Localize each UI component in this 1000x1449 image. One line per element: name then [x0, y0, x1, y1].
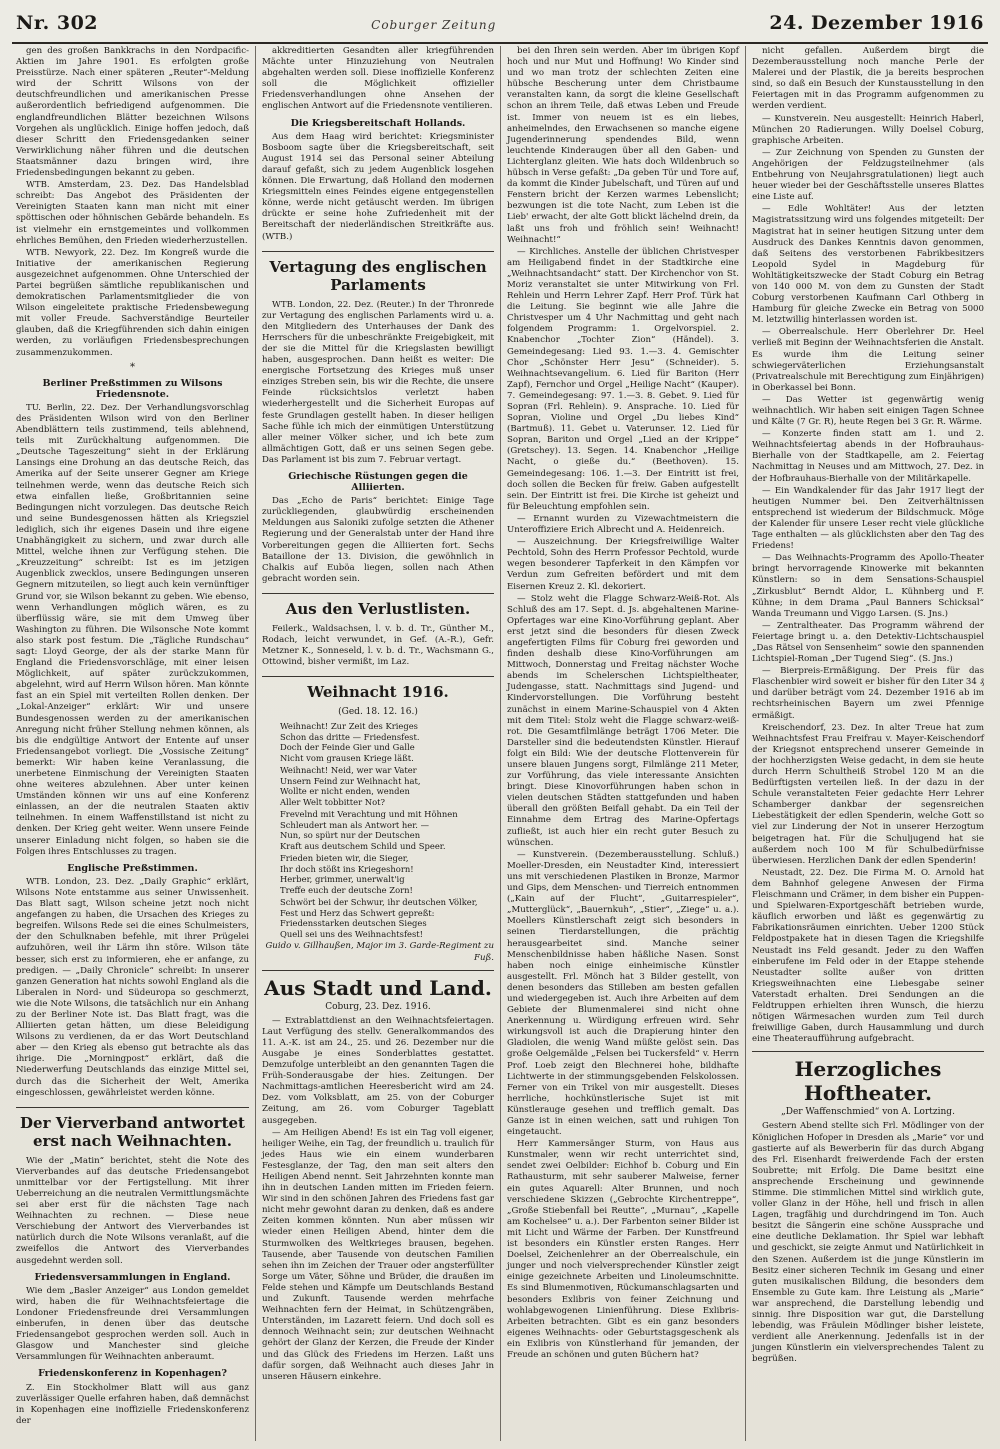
- article-heading: Berliner Preßstimmen zu Wilsons Friedensnote.: [42, 377, 223, 400]
- poem-date: (Ged. 18. 12. 16.): [338, 707, 418, 718]
- column-4: [745, 46, 990, 1441]
- columns: [10, 46, 990, 1441]
- article-text: — Kirchliches. Anstelle der üblichen Christvesper am Heiligabend findet in der Stadtkirche eine „Weihnachtsandacht“ statt. Der Kirchenchor von St. Moriz veranstaltet sie unter Mitwirkung von Frl. Rehlein und Herrn Lehrer Zapf. Herr Prof. Türk hat die Leitung. Sie beginnt wie alle Jahre die Christvesper um 4 Uhr Nachmittag und geht nach folgendem Programm: 1. Orgelvorspiel. 2. Knabenchor „Tochter Zion“ (Händel). 3. Gemeindegesang: Lied 93. 1.—3. 4. Gemischter Chor „Schönster Herr Jesu“ (Schneider). 5. Weihnachtsevangelium. 6. Lied für Bariton (Herr Zapf), Fernchor und Orgel „Heilige Nacht“ (Kauper). 7. Gemeindegesang: 97. 1.—3. 8. Gebet. 9. Lied für Sopran (Frl. Rehlein). 9. Ansprache. 10. Lied für Sopran, Violine und Orgel „Du liebes Kind“ (Bartmuß). 11. Gebet u. Vaterunser. 12. Lied für Sopran, Bariton und Orgel „Lied an der Krippe“ (Gretschey). 13. Segen. 14. Knabenchor „Heilige Nacht, o gieße du.“ (Beethoven). 15. Gemeindegesang: 106. 1.—3. Der Eintritt ist frei, doch sollen die Becken für freiw. Gaben aufgestellt sein. Der Eintritt ist frei. Die Kirche ist geheizt und für Beleuchtung empfohlen sein.: [507, 246, 739, 512]
- article-text: gen des großen Bankkrachs in den Nordpacific-Aktien im Jahre 1901. Es erfolgten große Preisstürze. Nach einer späteren „Reuter“-Meldung wird der Schritt Wilsons von der deutschfreundlichen und amerikanischen Presse außerordentlich befriedigend aufgenommen. Die englandfreundlichen Blätter bezeichnen Wilsons Vorgehen als unglücklich. Einige hoffen jedoch, daß dieser Schritt den Friedensgedanken seiner Verwirklichung näher führen und die deutschen Staatsmänner dazu bringen wird, ihre Friedensbedingungen bekannt zu geben.: [16, 46, 249, 179]
- article-heading: Die Kriegsbereitschaft Hollands.: [290, 117, 466, 129]
- article-text: nicht gefallen. Außerdem birgt die Dezemberausstellung noch manche Perle der Malerei und der Plastik, die ja bereits besprochen sind, so daß ein Besuch der Kunstausstellung in den Feiertagen mit in das Programm aufgenommen zu werden verdient.: [752, 46, 984, 112]
- column-3: [500, 46, 745, 1441]
- masthead-rule: [12, 42, 988, 44]
- article-text: — Kunstverein. (Dezemberausstellung. Schluß.) Moeller-Dresden, ein Neustadter Kind, interessiert uns mit verschiedenen Plastiken in Bronze, Marmor und Gips, dem Menschen- und Tierreich entnommen („Kain auf der Flucht“, „Guitarrespieler“, „Mutterglück“, „Bauernkuh“, „Stier“, „Ziege“ u. a.). Moellers Künstlerschaft zeigt sich besonders in seinen Tierdarstellungen, die prächtig herausgearbeitet sind. Manche seiner Menschenbildnisse haben häßliche Nasen. Sonst haben noch einige einheimische Künstler ausgestellt. Frl. Mönch hat 3 Bilder gestellt, von denen besonders das Stilleben am besten gefallen und wiedergegeben ist. Auch ihre Arbeiten auf dem Gebiete der Blumenmalerei sind nicht ohne Anerkennung u. Würdigung erfreuen wird. Sehr wirkungsvoll ist auch die Drapierung hinter den Gladiolen, die wenig Wand müßte gelöst sein. Das große Oelgemälde „Felsen bei Tuckersfeld“ v. Herrn Prof. Loeb zeigt den Blechnerei hohe, bildhafte Lichtwerte in der stimmungsgebenden Felskolossen. Ferner von ein Trikel von mir ausgestellt. Dieses herrliche, hochkünstlerische Sujet ist mit Künstlerauge gesehen und trefflich gemalt. Das Ganze ist in einen weichen, satt und ruhigen Ton eingetaucht.: [507, 849, 739, 1138]
- article-text: Wie dem „Basler Anzeiger“ aus London gemeldet wird, haben die für Weihnachtsfeiertage die Londoner Friedensfreunde drei Versammlungen einberufen, in denen über das deutsche Friedensangebot gesprochen werden soll. Auch in Glasgow und Manchester sind gleiche Versammlungen für Weihnachten anberaumt.: [16, 1285, 249, 1363]
- article-heading: Friedenskonferenz in Kopenhagen?: [38, 1368, 227, 1380]
- article-text: WTB. Amsterdam, 23. Dez. Das Handelsblad schreibt: Das Angebot des Präsidenten der Vereinigten Staaten kann man nicht mit einer spöttischen oder höhnischen Gebärde behandeln. Es ist vielmehr ein ernstgemeintes und vollkommen ehrliches Bemühen, den Frieden wiederherzustellen.: [16, 180, 249, 246]
- article-text: — Kunstverein. Neu ausgestellt: Heinrich Haberl, München 20 Radierungen. Willy Doelsel Coburg, graphische Arbeiten.: [752, 113, 984, 146]
- article-text: — Auszeichnung. Der Kriegsfreiwillige Walter Pechtold, Sohn des Herrn Professor Pechtold, wurde wegen besonderer Tapferkeit in den Kämpfen vor Verdun zum Gefreiten befördert und mit dem Eisernen Kreuz 2. Kl. dekoriert.: [507, 537, 739, 592]
- poem-stanza: Weihnacht! Neid, wer war Vater Unsern Feind zur Weihnacht hat, Wollte er nicht enden, wenden Aller Welt tobbitter Not?: [280, 765, 421, 807]
- article-text: Herr Kammersänger Sturm, von Haus aus Kunstmaler, wenn wir recht unterrichtet sind, sendet zwei Oelbilder: Eichhof b. Coburg und Ein Rathausturm, mit sehr sauberer Malweise, ferner ein gutes Aquarell: Alter Brunnen, und noch verschiedene Skizzen („Gebrochte Kirchentreppe“, „Große Stiebenfall bei Reutte“, „Murnau“, „Kapelle am Kochelsee“ u. a.). Der Farbenton seiner Bilder ist mit Licht und Wärme der Farben. Der Kunstfreund ist besonders ein Künstler ersten Ranges. Herr Doelsel, Zeichenlehrer an der Oberrealschule, ein junger und noch vielversprechender Künstler zeigt einige gezeichnete Arbeiten und Linoleumschnitte. Es sind Blumenmotiven, Rückumanschlagsarten und besonders Exlibris von feiner Zeichnung und wohlabgewogenen Linienführung. Diese Exlibris-Arbeiten betrachten. Gibt es ein ganz besonders eigenes Weihnachts- oder Geburtstagsgeschenk als ein Exlibris von Künstlerhand für jemanden, der Freude an schönen und guten Büchern hat?: [507, 1139, 739, 1360]
- article-text: — Das Weihnachts-Programm des Apollo-Theater bringt hervorragende Kinowerke mit bekannten Künstlern: so in dem Sensations-Schauspiel „Zirkusblut“ Berndt Aldor, L. Kühnberg und F. Kühne; in dem Drama „Paul Banners Schicksal“ Wanda Treumann und Viggo Larsen. (S. Jns.): [752, 553, 984, 619]
- poem-stanza: Frevelnd mit Verachtung und mit Höhnen Schleudert man als Antwort her. — Nun, so spürt nur der Deutschen Kraft aus deutschem Schild und Speer.: [280, 809, 458, 851]
- article-text: — Extrablattdienst an den Weihnachtsfeiertagen. Laut Verfügung des stellv. Generalkommandos des 11. A.-K. ist am 24., 25. und 26. Dezember nur die Ausgabe je eines Sonderblattes gestattet. Demzufolge unterbleibt an den genannten Tagen die Früh-Sonderausgabe der hies. Zeitungen. Der Nachmittags-amtlichen Heeresbericht wird am 24. Dez. vom Volksblatt, am 25. von der Coburger Zeitung, am 26. vom Coburger Tageblatt ausgegeben.: [262, 1015, 494, 1126]
- article-text: Gestern Abend stellte sich Frl. Mödlinger von der Königlichen Hofoper in Dresden als „Marie“ vor und gastierte auf als Bewerberin für das durch Abgang des Frl. Eisenhardt freiwerdende Fach der ersten Soubrette; mit Erfolg. Die Dame besitzt eine ansprechende Erscheinung und gewinnende Stimme. Die stimmlichen Mittel sind wirklich gute, voller Glanz in der Höhe, hell und frisch in allen Lagen, tragfähig und durchdringend im Ton. Auch besitzt die Sängerin eine schöne Aussprache und eine deutliche Deklamation. Ihr Spiel war lebhaft und geschickt, sie zeigte Anmut und Natürlichkeit in den Szenen. Außerdem ist die junge Künstlerin im Besitz einer sicheren Technik im Gesang und einer guten musikalischen Bildung, die besonders dem Ensemble zu Gute kam. Ihre Leistung als „Marie“ war ansprechend, die Darstellung lebendig und sinnig. Ihre Disposition war gut, die Darstellung lebendig, was Fräulein Mödlinger bisher leistete, verdient alle Anerkennung. Jedenfalls ist in der jungen Künstlerin ein vielversprechendes Talent zu begrüßen.: [752, 1121, 984, 1365]
- article-text: — Edle Wohltäter! Aus der letzten Magistratssitzung wird uns folgendes mitgeteilt: Der Magistrat hat in seiner heutigen Sitzung unter dem Ausdruck des Dankes Kenntnis davon genommen, daß Seitens des verstorbenen Fabrikbesitzers Leopold Sydel in Magdeburg für Wohltätigkeitszwecke der Stadt Coburg ein Betrag von 140 000 M. von dem zu Gunsten der Stadt Coburg verstorbenen Kaufmann Carl Othberg in Hamburg für gleiche Zwecke ein Betrag von 5000 M. letztwillig hinterlassen worden ist.: [752, 204, 984, 326]
- issue-number: Nr. 302: [16, 12, 99, 34]
- poem-title: Weihnacht 1916.: [262, 676, 494, 701]
- article-headline: Vertagung des englischen Parlaments: [262, 251, 494, 294]
- article-headline: Aus den Verlustlisten.: [262, 593, 494, 618]
- article-text: Wie der „Matin“ berichtet, steht die Note des Vierverbandes auf das deutsche Friedensangebot unmittelbar vor der Fertigstellung. Mit ihrer Ueberreichung an die neutralen Vermittlungsmächte sei aber erst für die nächsten Tage nach Weihnachten zu rechnen. — Diese neue Verschiebung der Antwort des Vierverbandes ist natürlich durch die Note Wilsons veranlaßt, auf die zweifellos die Antwort des Vierverbandes ausgedehnt werden soll.: [16, 1155, 249, 1266]
- article-heading: Griechische Rüstungen gegen die Alliierten.: [288, 471, 468, 494]
- article-text: akkreditierten Gesandten aller kriegführenden Mächte unter Hinzuziehung von Neutralen abgehalten werden soll. Diese inoffizielle Konferenz soll die Möglichkeit offizieller Friedensverhandlungen ohne Ansehen der englischen Antwort auf die Friedensnote ventilieren.: [262, 46, 494, 112]
- article-text: — Bierpreis-Ermäßigung. Der Preis für das Flaschenbier wird soweit er bisher für den Liter 34 ₰ und darüber beträgt vom 24. Dezember 1916 ab im rechtsrheinischen Bayern um zwei Pfennige ermäßigt.: [752, 666, 984, 721]
- poem-stanza: Weihnacht! Zur Zeit des Krieges Schon das dritte — Friedensfest. Doch der Feinde Gier und Galle Nicht vom grausen Kriege läßt.: [280, 721, 420, 763]
- poem-stanza: Frieden bieten wir, die Sieger, Ihr doch stößt ins Kriegeshorn! Herber, grimmer, unerwalt'ig Treffe euch der deutsche Zorn!: [280, 853, 414, 895]
- article-text: TU. Berlin, 22. Dez. Der Verhandlungsvorschlag des Präsidenten Wilson wird von den Berliner Abendblättern teils zustimmend, teils ablehnend, teils mit Zurückhaltung aufgenommen. Die „Deutsche Tageszeitung“ sieht in der Erklärung Lansings eine Drohung an das deutsche Reich, das Amerika auf der Seite unserer Gegner am Kriege teilnehmen werde, wenn das deutsche Reich sich etwa einfallen ließe, Großbritannien seine Bedingungen nicht vorzulegen. Das deutsche Reich und seine Bundesgenossen hätten als Kriegsziel lediglich, sich ihr eigenes Dasein und ihre eigene Unabhängigkeit zu sichern, und zwar durch alle Mittel, welche ihnen zur Verfügung stehen. Die „Kreuzzeitung“ schreibt: Ist es im jetzigen Augenblick zwecklos, unsere Bedingungen unseren Gegnern mitzuteilen, so liegt auch kein vernünftiger Grund vor, sie Wilson bekannt zu geben. Wie ebenso, wenn Verhandlungen möglich wären, es zu überflüssig wäre, sie mit dem Umweg über Washington zu führen. Die Wilsonsche Note kommt also stark post festum. Die „Tägliche Rundschau“ sagt: Lloyd George, der als der starke Mann für England die Friedensvorschläge, mit einer leisen Möglichkeit, auf später zurückzukommen, abgelehnt, wird auf Herrn Wilson hören. Man könnte fast an ein Spiel mit verteilten Rollen denken. Der „Lokal-Anzeiger“ erklärt: Wir und unsere Bundesgenossen werden zu der amerikanischen Anregung nicht früher Stellung nehmen können, als bis die endgültige Antwort der Entente auf unser Friedensangebot vorliegt. Die „Vossische Zeitung“ bemerkt: Wir haben keine Veranlassung, die unerbetene Einmischung der Vereinigten Staaten ohne weiteres abzulehnen. Aber unter keinen Umständen können wir uns auf eine Konferenz einlassen, an der die neutralen Staaten aktiv teilnehmen. In einem Waffenstillstand ist nicht zu denken. Der Krieg geht weiter. Wenn unsere Feinde unserer Einladung nicht folgen, so haben sie die Folgen ihres Entschlusses zu tragen.: [16, 402, 249, 857]
- article-text: Das „Echo de Paris“ berichtet: Einige Tage zurückliegenden, glaubwürdig erscheinenden Meldungen aus Saloniki zufolge setzten die Athener Regierung und der Generalstab unter der Hand ihre Vorbereitungen gegen die Alliierten fort. Sechs Bataillone der 13. Division, die gewöhnlich in Chalkis auf Euböa liegen, sollen nach Athen gebracht worden sein.: [262, 496, 494, 584]
- article-text: — Ein Wandkalender für das Jahr 1917 liegt der heutigen Nummer bei. Den Zeitverhältnissen entsprechend ist wiederum der Bildschmuck. Möge der Kalender für unsere Leser recht viele glückliche Tage enthalten — als glücklichsten aber den Tag des Friedens!: [752, 485, 984, 552]
- poem-author: Guido v. Gillhaußen, Major im 3. Garde-Regiment zu Fuß.: [265, 941, 494, 963]
- article-heading: Friedensversammlungen in England.: [34, 1271, 231, 1283]
- article-text: — Zur Zeichnung von Spenden zu Gunsten der Angehörigen der Feldzugsteilnehmer (als Entbehrung von Neujahrsgratulationen) liegt auch heuer wieder bei der Geschäftsstelle unseres Blattes eine Liste auf.: [752, 147, 984, 203]
- article-text: Z. Ein Stockholmer Blatt will aus ganz zuverlässiger Quelle erfahren haben, daß demnächst in Kopenhagen eine inoffizielle Friedenskonferenz der: [16, 1382, 249, 1426]
- article-headline: Der Vierverband antwortet erst nach Weihnachten.: [16, 1107, 249, 1150]
- article-text: — Am Heiligen Abend! Es ist ein Tag voll eigener, heiliger Weihe, ein Tag, der freundlich u. traulich für jedes Haus wie ein einem wunderbaren Festesglanze, der Tag, den man seit alters den Heiligen Abend nennt. Seit Jahrzehnten konnte man ihn in deutschen Landen mitten im Frieden feiern. Wir sind in den schönen Jahren des Friedens fast gar nicht mehr gewohnt daran zu denken, daß es andere Zeiten kommen könnten. Nun aber müssen wir wieder einen Heiligen Abend, hinter dem die Sturmwolken des Weltkrieges brausen, begehen. Tausende, aber Tausende von deutschen Familien sehen ihn im Zeichen der Trauer oder angsterfüllter Sorge um Väter, Söhne und Brüder, die draußen im Felde stehen und Kämpfe um Deutschlands Bestand und Zukunft. Tausende werden mehrfache Weihnachten fern der Heimat, in Schützengräben, Unterständen, im Lazarett feiern. Und doch soll es dennoch Weihnacht sein; zur deutschen Weihnacht gehört der Glanz der Kerzen, die Freude der Kinder und das Glück des Friedens im Herzen. Laßt uns dafür sorgen, daß Weihnacht auch dieses Jahr in unseren Häusern einkehre.: [262, 1127, 494, 1382]
- section-headline: Aus Stadt und Land.: [262, 970, 494, 1000]
- review-subtitle: „Der Waffenschmied“ von A. Lortzing.: [781, 1107, 955, 1118]
- article-text: WTB. Newyork, 22. Dez. Im Kongreß wurde die Initiative der amerikanischen Regierung ausgezeichnet aufgenommen. Ohne Unterschied der Partei begrüßen sämtliche republikanischen und demokratischen Parlamentsmitglieder die von Wilson eingeleitete praktische Friedensbewegung mit voller Freude. Sachverständige Beurteiler glauben, daß die Kriegführenden sich dahin einigen werden, zu vorläufigen Friedensbesprechungen zusammenzukommen.: [16, 247, 249, 358]
- article-text: WTB. London, 23. Dez. „Daily Graphic“ erklärt, Wilsons Note entstamme aus seiner Unwissenheit. Das Blatt sagt, Wilson scheine jetzt noch nicht angefangen zu haben, die Ursachen des Krieges zu begreifen. Wilsons Rede sei die eines Schulmeisters, der den Schulknaben befehle, mit ihrer Prügelei aufzuhören, weil ihr Lärm ihn störe. Wilson täte besser, sich erst zu informieren, ehe er anfange, zu predigen. — „Daily Chronicle“ schreibt: In unserer ganzen Generation hat nichts sowohl England als die Liberalen in Nord- und Südeuropa so geschmerzt, wie die Note Wilsons, die tatsächlich nur ein Anhang zu der Berliner Note ist. Das Blatt fragt, was die Alliierten getan hätten, um diese Beleidigung Wilsons zu verdienen, da er das Wort Deutschland aber — den Krieg als ebenso gut betrachte als das ihrige. Die „Morningpost“ erklärt, daß die Niederwerfung Deutschlands das einzige Mittel sei, durch das die Sicherheit der Welt, Amerika eingeschlossen, gewährleistet werden könne.: [16, 876, 249, 1098]
- newspaper-title: Coburger Zeitung: [371, 18, 497, 32]
- article-text: — Das Wetter ist gegenwärtig wenig weihnachtlich. Wir haben seit einigen Tagen Schnee und Kälte (7 Gr. R), heute Regen bei 3 Gr. R. Wärme.: [752, 394, 984, 428]
- column-2: [255, 46, 500, 1441]
- masthead: [10, 12, 990, 42]
- article-text: Kreischendorf, 23. Dez. In alter Treue hat zum Weihnachtsfest Frau Freifrau v. Mayer-Keischendorf der Kriegsnot entsprechend unserer Gemeinde in der hochherzigsten Weise gedacht, in dem sie heute durch Herrn Schultheiß Strobel 120 M an die Bedürftigsten verteilen ließ. In der dazu in der Schule veranstalteten Feier gedachte Herr Lehrer Schamberger dankbar der segensreichen Liebestätigkeit der edlen Spenderin, welche Gott so viel zur Linderung der Not in unserer Herzogtum beigetragen hat. Für die Schuljugend hat sie außerdem noch 100 M für Schulbedürfnisse überwiesen. Herzlichen Dank der edlen Spenderin!: [752, 722, 984, 866]
- section-dateline: Coburg, 23. Dez. 1916.: [325, 1001, 431, 1012]
- article-text: bei den Ihren sein werden. Aber im übrigen Kopf hoch und nur Mut und Hoffnung! Wo Kinder sind und wo man trotz der schlechten Zeiten eine hübsche Bescherung unter dem Christbaume veranstalten kann, da sorgt die kleine Gesellschaft schon an ihrem Teile, daß etwas Leben und Freude ist. Immer von neuem ist es ein liebes, anheimelndes, den Erwachsenen so manche eigene Jugenderinnerung spendendes Bild, wenn leuchtende Kinderaugen über all den Gaben- und Lichterglanz gleiten. Wie hats doch Wildenbruch so hübsch in Verse gefaßt: „Da geben Tür und Tore auf, da kommt die Kinder Jubelschaft, und Türen auf und Fenstern bricht der Kerzen warmes Lebenslicht; bezwungen ist die tote Nacht, zum Leben ist die Lieb' erwacht, der alte Gott blickt lächelnd drein, da laßt uns froh und fröhlich sein! Weihnacht! Weihnacht!“: [507, 46, 739, 245]
- article-heading: Englische Preßstimmen.: [67, 862, 198, 874]
- article-text: — Stolz weht die Flagge Schwarz-Weiß-Rot. Als Schluß des am 17. Sept. d. Js. abgehaltenen Marine-Opfertages war eine Kino-Vorführung geplant. Aber erst jetzt sind die besonders für diesen Zweck angefertigten Films für Coburg frei geworden und finden deshalb diese Kino-Vorführungen am Mittwoch, Donnerstag und Freitag nächster Woche abends im Schelerschen Lichtspieltheater, Judengasse, statt. Nachmittags sind Jugend- und Kindervorstellungen. Die Vorführung besteht zunächst in einem Marine-Schauspiel von 4 Akten mit dem Titel: Stolz weht die Flagge schwarz-weiß-rot. Die Gesamtfilmlänge beträgt 1706 Meter. Die Darsteller sind die bedeutendsten Künstler. Hierauf folgt ein Bild: Wie der deutsche Flottenverein für unsere blauen Jungens sorgt, Filmlänge 211 Meter, zur Vorführung, das viele interessante Ansichten bringt. Diese Kinovorführungen haben schon in vielen deutschen Städten stattgefunden und haben überall den größten Beifall gehabt. Da ein Teil der Einnahme dem Ertrag des Marine-Opfertags zufließt, ist auch hier ein recht guter Besuch zu wünschen.: [507, 593, 739, 848]
- section-headline: Herzogliches Hoftheater.: [752, 1051, 984, 1105]
- article-text: — Zentraltheater. Das Programm während der Feiertage bringt u. a. den Detektiv-Lichtschauspiel „Das Rätsel von Sensenheim“ sowie den spannenden Lichtspiel-Roman „Der Tugend Sieg“. (S. Jns.): [752, 620, 984, 665]
- article-text: — Konzerte finden statt am 1. und 2. Weihnachtsfeiertag abends in der Hofbrauhaus-Bierhalle von der Stadtkapelle, am 2. Feiertag Nachmittag in Neuses und am Mittwoch, 27. Dez. in der Hofbrauhaus-Bierhalle von der Militärkapelle.: [752, 429, 984, 484]
- article-text: WTB. London, 22. Dez. (Reuter.) In der Thronrede zur Vertagung des englischen Parlaments wird u. a. den Mitgliedern des Unterhauses der Dank des Herrschers für die unbeschränkte Freigebigkeit, mit der sie die Mittel für die Kriegslasten bewilligt haben, ausgesprochen. Dann heißt es weiter: Die energische Fortsetzung des Krieges muß unser einziges Streben sein, bis wir die Rechte, die unsere Feinde rücksichtslos verletzt haben wiederhergestellt und die Sicherheit Europas auf feste Grundlagen gestellt haben. In dieser heiligen Sache fühle ich mich der einmütigen Unterstützung aller meiner Völker sicher, und ich bete zum allmächtigen Gott, daß er uns seinen Segen gebe. Das Parlament ist bis zum 7. Februar vertagt.: [262, 299, 494, 465]
- article-text: — Oberrealschule. Herr Oberlehrer Dr. Heel verließ mit Beginn der Weihnachtsferien die Anstalt. Es wurde ihm die Leitung seiner schwiegerväterlichen Erziehungsanstalt (Privatrealschule mit Berechtigung zum Einjährigen) in Oberkassel bei Bonn.: [752, 327, 984, 393]
- issue-date: 24. Dezember 1916: [769, 12, 984, 34]
- poem-stanza: Schwört bei der Schwur, ihr deutschen Völker, Fest und Herz das Schwert gepreßt: Friedensstarken deutschen Sieges Quell sei uns des Weihnachtsfest!: [280, 897, 478, 939]
- article-text: — Ernannt wurden zu Vizewachtmeistern die Unteroffiziere Erich Albrecht und A. Heidenreich.: [507, 513, 739, 536]
- separator-star: *: [130, 361, 135, 373]
- column-1: [10, 46, 255, 1441]
- article-text: Aus dem Haag wird berichtet: Kriegsminister Bosboom sagte über die Kriegsbereitschaft, seit August 1914 sei das Personal seiner Abteilung darauf gefaßt, sich zu jedem Augenblick losgehen können. Die Erwartung, daß Holland den modernen Kriegsmitteln eines Feindes eigene entgegenstellen könne, werde nicht getäuscht werden. Im übrigen drückte er seine hohe Zufriedenheit mit der Bereitschaft der niederländischen Streitkräfte aus. (WTB.): [262, 131, 494, 242]
- article-text: Neustadt, 22. Dez. Die Firma M. O. Arnold hat dem Bahnhof gelegene Anwesen der Firma Fleischmann und Crämer, in dem bisher ein Puppen- und Spielwaren-Exportgeschäft betrieben wurde, käuflich erworben und läßt es gegenwärtig zu Fabrikationsräumen einrichten. Ueber 1200 Stück Feldpostpakete hat in diesen Tagen die Kriegshilfe Neustadt ins Feld gesandt. Jeder zu den Waffen einberufene im Feld oder in der Etappe stehende Neustadter sollte außer von dritten Kriegsweihnachten eine Liebesgabe seiner Vaterstadt erhalten. Drei Sendungen an die Feldtruppen erhielten ihren Wunsch, die hierzu nötigen Wärmesachen wurden zum Teil durch freiwillige Gaben, durch Hausammlung und durch eine Theateraufführung aufgebracht.: [752, 867, 984, 1045]
- article-text: Feilerk., Waldsachsen, l. v. b. d. Tr., Günther M., Rodach, leicht verwundet, in Gef. (A.-R.), Gefr. Metzner K., Sonneseld, l. v. b. d. Tr., Wachsmann G., Ottowind, bisher vermißt, im Laz.: [262, 623, 494, 668]
